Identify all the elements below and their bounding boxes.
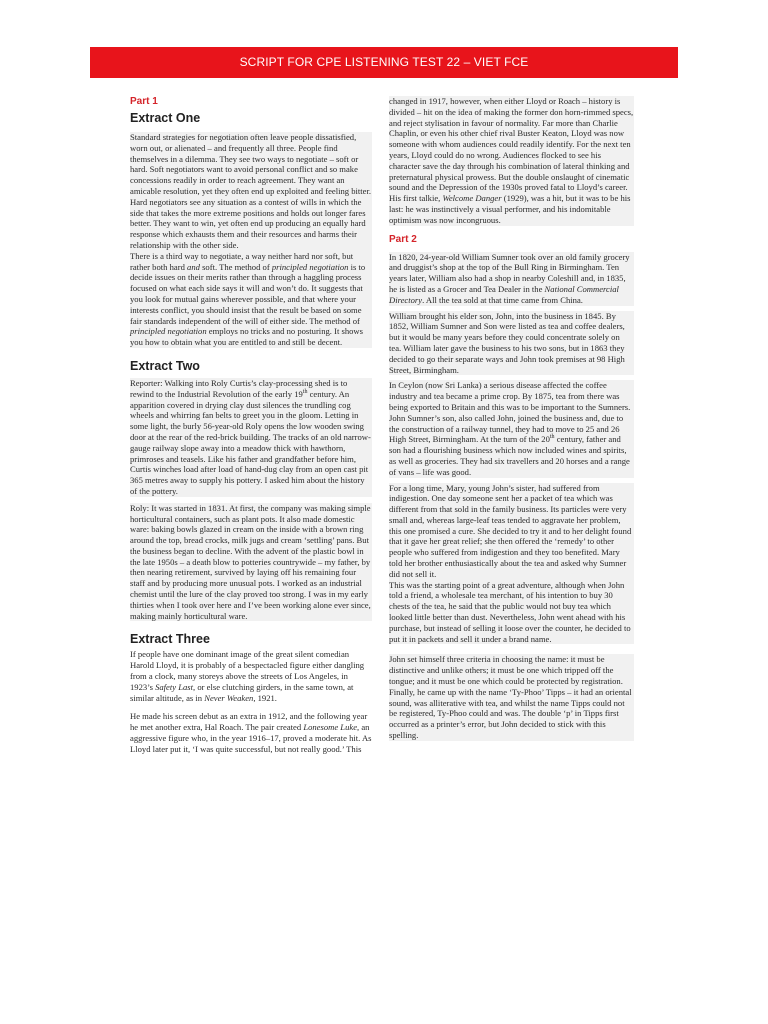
part-2-paragraph-1: In 1820, 24-year-old William Sumner took over an old family grocery and druggist’s shop at the top of the Bull Ring in Birmingham. Ten years later, William also had a shop in nearby Coleshill and, in 1835, he is listed as a Grocer and Tea Dealer in the National Commercial Directory. All the tea sold at that time came from China.: [389, 252, 634, 306]
part-2-paragraph-6: John set himself three criteria in choosing the name: it must be distinctive and unlike others; it must be one which tripped off the tongue; and it must be one which could be protected by registration. Finally, he came up with the name ‘Ty-Phoo’ Tipps – it had an oriental sound, was alliterative with tea, and whilst the name Tipps could not be registered, Ty-Phoo could and was. The double ‘p’ in Tipps first occurred as a printer’s error, but John decided to stick with this spelling.: [389, 654, 634, 740]
extract-one-paragraph-1: Standard strategies for negotiation often leave people dissatisfied, worn out, or alienated – and frequently all three. People find themselves in a dilemma. They see two ways to negotiate – soft or hard. Soft negotiators want to avoid personal conflict and so make concessions readily in order to reach agreement. They want an amicable resolution, yet they often end up exploited and feeling bitter. Hard negotiators see any situation as a contest of wills in which the side that takes the more extreme positions and holds out longer fares better. They want to win, yet often end up producing an equally hard response which exhausts them and their resources and harms their relationship with the other side.: [130, 132, 372, 250]
extract-three-paragraph-1: If people have one dominant image of the great silent comedian Harold Lloyd, it is probably of a bespectacled figure either dangling from a clock, many storeys above the streets of Los Angeles, in 1923’s Safety Last, or else clutching girders, in the same town, at similar altitude, as in Never Weaken, 1921.: [130, 649, 365, 703]
part-1-label: Part 1: [130, 96, 158, 107]
part-2-paragraph-5: This was the starting point of a great adventure, although when John told a friend, a wholesale tea merchant, of his intention to buy 30 chests of the tea, he said that the public would not buy tea which looked little better than dust. Nevertheless, John went ahead with his purchase, but instead of selling it loose over the counter, he decided to put it in packets and sell it under a brand name.: [389, 580, 634, 645]
extract-two-paragraph-1: Reporter: Walking into Roly Curtis’s clay-processing shed is to rewind to the Industrial Revolution of the early 19th century. An apparition covered in drying clay dust silences the trundling cog wheels and whirring fan belts to greet you in the gloom. Letting in some light, the burly 56-year-old Roly opens the low wooden swing door at the rear of the red-brick building. The tracks of an old narrow-gauge railway slope away into a meadow thick with hawthorn, primroses and teasels. Like his father and grandfather before him, Curtis winches load after load of hand-dug clay from an open cast pit 365 metres away to supply his pottery. I asked him about the history of the pottery.: [130, 377, 371, 496]
extract-three-continuation: changed in 1917, however, when either Lloyd or Roach – history is divided – hit on the idea of making the former don horn-rimmed specs, and reject stylisation in favour of normality. Far more than Charlie Chaplin, or even his other chief rival Buster Keaton, Lloyd was now someone with whom audiences could readily identify. For the next ten years, Lloyd could do no wrong. Audiences flocked to see his character save the day through his combination of lateral thinking and preternatural physical prowess. But the double onslaught of cinematic sound and the Depression of the 1930s proved fatal to Lloyd’s career. His first talkie, Welcome Danger (1929), was a hit, but it was to be his last: he was instinctively a visual performer, and his indomitable optimism was now incongruous.: [389, 96, 634, 225]
extract-three-heading: Extract Three: [130, 632, 210, 647]
part-2-paragraph-4: For a long time, Mary, young John’s sister, had suffered from indigestion. One day someone sent her a packet of tea which was different from that sold in the family business. Its particles were very small and, whereas large-leaf teas tended to aggravate her problem, this one promised a cure. She decided to try it and to her delight found that it gave her great relief; she then offered the ‘remedy’ to other people who suffered from indigestion and they too benefited. Mary told her brother enthusiastically about the tea and asked why Sumner did not sell it.: [389, 483, 634, 580]
right-column: [389, 96, 634, 741]
page-title-banner: [90, 47, 678, 78]
extract-two-paragraph-2: Roly: It was started in 1831. At first, the company was making simple horticultural containers, such as plant pots. It also made domestic ware: baking bowls glazed in cream on the inside with a brown ring around the top, bread crocks, milk jugs and cream ‘settling’ pans. But the business began to decline. With the advent of the plastic bowl in the late 1950s – a death blow to potteries countrywide – my father, by then nearing retirement, survived by laying off his remaining four staff and by producing more unusual pots. I worked as an industrial chemist until the lure of the clay proved too strong. I was in my early thirties when I took over here and I’ve been working alone ever since, making mainly horticultural ware.: [130, 502, 371, 621]
page-title: SCRIPT FOR CPE LISTENING TEST 22 – VIET FCE: [239, 55, 529, 69]
part-2-paragraph-2: William brought his elder son, John, into the business in 1845. By 1852, William Sumner and Son were listed as tea and coffee dealers, but it would be many years before they could concentrate solely on tea. William later gave the business to his two sons, but in 1863 they decided to go their separate ways and John took premises at 98 High Street, Birmingham.: [389, 311, 634, 376]
part-2-label: Part 2: [389, 233, 417, 245]
extract-one-heading: Extract One: [130, 111, 201, 125]
part-2-paragraph-3: In Ceylon (now Sri Lanka) a serious disease affected the coffee industry and tea became a prime crop. By 1875, tea from there was being exported to Britain and this was to be important to the Sumners. John Sumner’s son, also called John, joined the business and, due to the construction of a railway tunnel, they had to move to 25 and 26 High Street, Birmingham. At the turn of the 20th century, father and son had a flourishing business which now included wines and spirits, as well as groceries. They had six travellers and 20 horses and a range of vans – life was good.: [389, 380, 634, 477]
left-column: [130, 96, 372, 755]
extract-one-paragraph-2: There is a third way to negotiate, a way neither hard nor soft, but rather both hard and soft. The method of principled negotiation is to decide issues on their merits rather than through a haggling process focused on what each side says it will and won’t do. It suggests that you look for mutual gains wherever possible, and that where your interests conflict, you should insist that the result be based on some fair standards independent of the will of either side. The method of principled negotiation employs no tricks and no posturing. It shows you how to obtain what you are entitled to and still be decent.: [130, 251, 372, 348]
extract-three-paragraph-2: He made his screen debut as an extra in 1912, and the following year he met another extra, Hal Roach. The pair created Lonesome Luke, an aggressive figure who, in the year 1916–17, proved a moderate hit. As Lloyd later put it, ‘I was quite successful, but not really good.’ This: [130, 711, 372, 754]
extract-two-heading: Extract Two: [130, 358, 200, 373]
